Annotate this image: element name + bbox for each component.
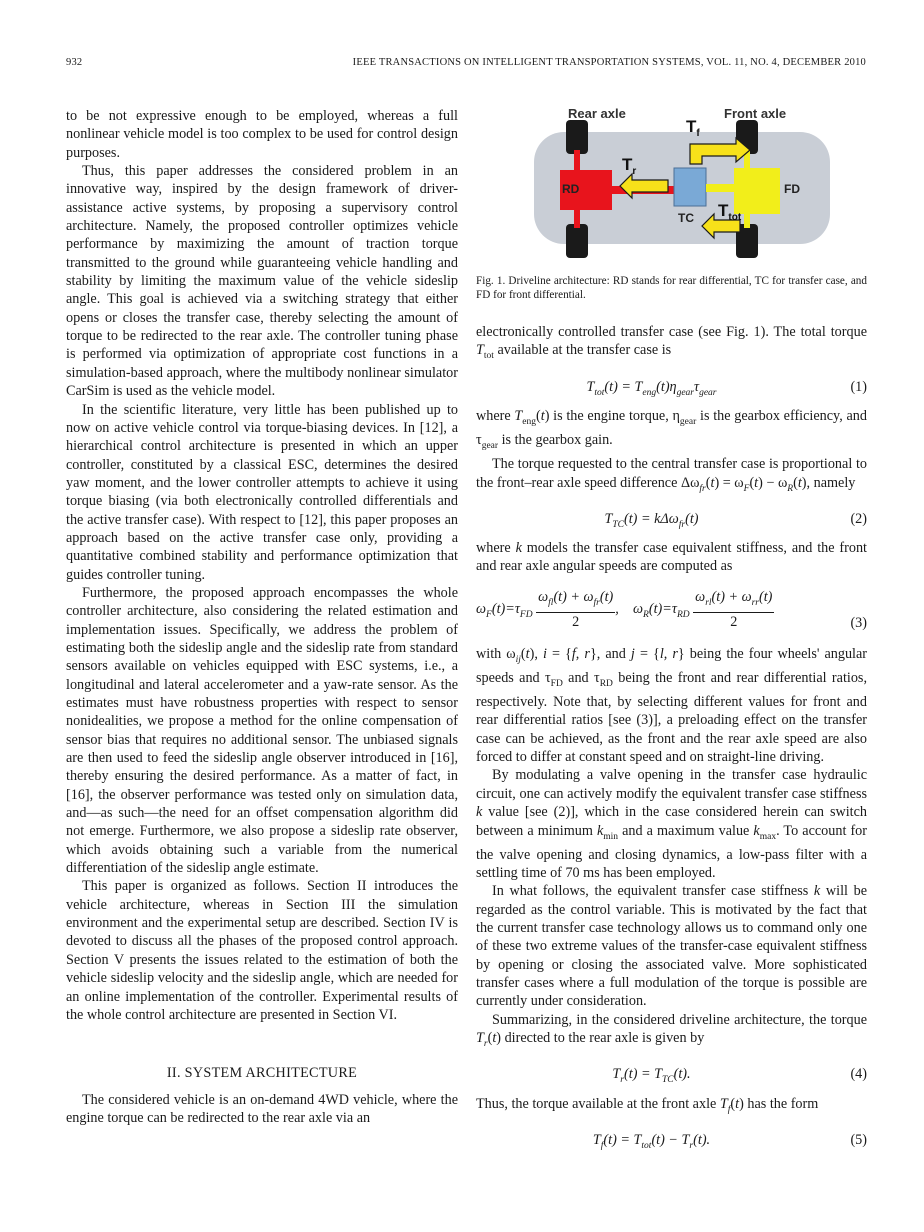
tc-label: TC <box>678 211 694 225</box>
wheel-rear-right <box>566 224 588 258</box>
paragraph: where k models the transfer case equivalent stiffness, and the front and rear axle angular speeds are computed as <box>476 540 867 575</box>
paragraph: In the scientific literature, very little has been published up to now on active vehicle control via torque-biasing devices. In [12], a hierarchical control architecture is presented in which an upper controller, constituted by a classical ESC, determines the desired yaw moment, and the lower controller attempts to achieve it using torque biasing (via both electronically controlled differentials and the active transfer case). With respect to [12], this paper proposes an approach based on the active transfer case only, providing a quantitative combined stability and performance optimization that guides controller tuning. <box>66 401 458 583</box>
figure-1 <box>528 100 836 278</box>
front-prop-shaft <box>706 184 734 192</box>
transfer-case <box>674 168 706 206</box>
front-axle-label: Front axle <box>724 106 787 121</box>
right-column <box>476 323 867 1160</box>
rear-axle-label: Rear axle <box>568 106 626 121</box>
paragraph: where $T_{eng}(t)$ is the engine torque, $\eta_{gear}$ is the gearbox efficiency, and $\tau_{gear}$ is the gearbox gain. <box>476 407 867 451</box>
paragraph: Thus, this paper addresses the considered problem in an innovative way, inspired by the design framework of driver-assistance active systems, by proposing a supervisory control architecture. Namely, the proposed controller optimizes vehicle performance by maximizing the amount of traction torque transmitted to the ground while guaranteeing vehicle handling and stability by limiting the maximum value of the vehicle sideslip angle. This goal is achieved via a switching strategy that either opens or closes the transfer case, thereby selecting the amount of torque to be redirected to the rear axle. The controller tuning phase is performed via optimization of appropriate cost functions in a simulation-based approach, where the multibody nonlinear simulator CarSim is used as the vehicle model. <box>66 163 458 400</box>
page-number: 932 <box>66 57 83 68</box>
left-column <box>66 107 458 1127</box>
front-differential <box>734 168 780 214</box>
equation-1: $T_{tot}(t) = T_{eng}(t)\eta_{gear}\tau_{gear}$ (1) <box>586 378 867 398</box>
rd-label: RD <box>562 182 580 196</box>
paragraph: By modulating a valve opening in the transfer case hydraulic circuit, one can actively modify the equivalent transfer case stiffness k value [see (2)], which in the case considered herein can switch between a minimum $k_{min}$ and a maximum value $k_{max}$. To account for the valve opening and closing dynamics, a low-pass filter with a settling time of 70 ms has been employed. <box>476 767 867 882</box>
equation-5: $T_f(t) = T_{tot}(t) - T_r(t)$. (5) <box>592 1131 867 1151</box>
equation-2: $T_{TC}(t) = k\Delta\omega_{fr}(t)$ (2) <box>604 510 867 530</box>
fd-label: FD <box>784 182 800 196</box>
figure-caption: Fig. 1. Driveline architecture: RD stands for rear differential, TC for transfer case, and FD for front differential. <box>476 275 867 302</box>
paragraph: electronically controlled transfer case (see Fig. 1). The total torque $T_{tot}$ available at the transfer case is <box>476 324 867 362</box>
ttot-label: $T_{tot}$ <box>718 201 742 223</box>
wheel-rear-left <box>566 120 588 154</box>
tf-label: $T_f$ <box>686 117 700 139</box>
paragraph: This paper is organized as follows. Section II introduces the vehicle architecture, whereas in Section III the simulation environment and the experimental setup are described. Section IV is devoted to discuss all the phases of the proposed control approach. Section V presents the issues related to the estimation of both the vehicle sideslip velocity and the sideslip angle, which are needed for an online implementation of the controller. Experimental results of the whole control architecture are presented in Section VI. <box>66 878 458 1023</box>
paragraph: The considered vehicle is an on-demand 4WD vehicle, where the engine torque can be redirected to the rear axle via an <box>66 1091 458 1126</box>
journal-header: IEEE TRANSACTIONS ON INTELLIGENT TRANSPORTATION SYSTEMS, VOL. 11, NO. 4, DECEMBER 2010 <box>352 57 866 68</box>
equation-3: $\omega_F(t)=\tau_{FD}$ $\frac{\omega_{fl}(t) + \omega_{fr}(t)}{2}$ , $\omega_R(t)=\tau_{RD}$ $\frac{\omega_{rl}(t) + \omega_{rr}(t)}{2}$ (3) <box>476 588 867 631</box>
section-heading: II. SYSTEM ARCHITECTURE <box>166 1065 358 1082</box>
paragraph: to be not expressive enough to be employed, whereas a full nonlinear vehicle model is too complex to be used for control design purposes. <box>66 108 458 161</box>
paragraph: In what follows, the equivalent transfer case stiffness k will be regarded as the control variable. This is motivated by the fact that the current transfer case technology allows us to command only one of these two extreme values of the transfer-case equivalent stiffness by opening or closing the associated valve. More sophisticated transfer cases where a full modulation of the torque is possible are currently under consideration. <box>476 883 867 1010</box>
paragraph: The torque requested to the central transfer case is proportional to the front–rear axle speed difference $\Delta\omega_{fr}(t) = \omega_F(t) - \omega_R(t)$, namely <box>476 456 867 494</box>
equation-4: $T_r(t) = T_{TC}(t)$. (4) <box>612 1066 867 1086</box>
paragraph: with $\omega_{ij}(t)$, i = {f, r}, and j = {l, r} being the four wheels' angular speeds and $\tau_{FD}$ and $\tau_{RD}$ being the front and rear differential ratios, respectively. Note that, by selecting different values for front and rear differential ratios [see (3)], a preloading effect on the transfer case can be achieved, as the front and the rear axle speed are also forced to differ at constant speed and on straight-line driving. <box>476 645 868 766</box>
paragraph: Thus, the torque available at the front axle $T_f(t)$ has the form <box>476 1095 819 1115</box>
paragraph: Summarizing, in the considered driveline architecture, the torque $T_r(t)$ directed to the rear axle is given by <box>476 1011 867 1049</box>
driveline-diagram <box>528 100 836 278</box>
tr-label: $T_r$ <box>622 155 637 177</box>
paragraph: Furthermore, the proposed approach encompasses the whole controller architecture, also considering the related estimation and implementation issues. Specifically, we address the problem of estimating both the sideslip angle and the sideslip rate from standard sensors available on vehicles equipped with ESC systems, i.e., a longitudinal and lateral accelerometer and a yaw-rate sensor. As the estimates must have robustness properties with respect to sensor nonidealities, we propose a method for the online compensation of sensor bias that requires no additional sensor. The unbiased signals are then used to feed the sideslip angle observer introduced in [16], thereby ensuring the desired performance. As a matter of fact, in [16], the observer performance was tested only on simulation data, and—as such—the need for an offset compensation algorithm did not emerge. Furthermore, we also propose a sideslip rate observer, which avoids obtaining such a variable from the numerical differentiation of the sideslip angle estimate. <box>66 584 458 877</box>
